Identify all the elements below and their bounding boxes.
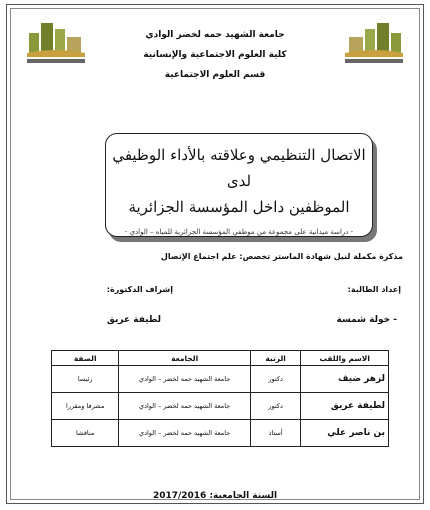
member-role: مناقشا [52, 420, 119, 447]
header-rank: الرتبة [250, 351, 301, 366]
member-name: بن ناصر علي [301, 420, 389, 447]
member-role: رئيسا [52, 366, 119, 393]
committee-header-row [52, 351, 389, 366]
department-name: قسم العلوم الاجتماعية [164, 70, 266, 80]
academic-year: السنة الجامعية: 2017/2016 [152, 491, 278, 501]
member-university: جامعة الشهيد حمه لخضر – الوادي [119, 366, 250, 393]
supervisor-label: إشراف الدكتورة: [106, 285, 173, 294]
member-university: جامعة الشهيد حمه لخضر – الوادي [119, 420, 250, 447]
university-name: جامعة الشهيد حمه لخضر الوادي [145, 30, 285, 40]
thesis-note: مذكرة مكملة لنيل شهادة الماستر تخصص: علم اجتماع الإتصال [160, 252, 403, 261]
member-name: لزهر ضيف [301, 366, 389, 393]
member-role: مشرفا ومقررا [52, 393, 119, 420]
student-label: إعداد الطالبة: [347, 285, 401, 294]
supervisor-name: لطيفة عريق [106, 315, 161, 325]
table-row [52, 366, 389, 393]
header-university: الجامعة [119, 351, 250, 366]
document-page [6, 4, 424, 504]
table-row [52, 393, 389, 420]
member-university: جامعة الشهيد حمه لخضر – الوادي [119, 393, 250, 420]
title-subtitle: - دراسة ميدانية على مجموعة من موظفي المؤسسة الجزائرية للمياه – الوادي - [124, 228, 354, 236]
member-rank: أستاذ [250, 420, 301, 447]
header-role: الصفة [52, 351, 119, 366]
table-row [52, 420, 389, 447]
university-logo-right [343, 15, 405, 65]
committee-table [51, 350, 389, 447]
title-line-1: الاتصال التنظيمي وعلاقته بالأداء الوظيفي لدى [112, 146, 366, 190]
student-name: - خولة شمسة [336, 315, 397, 325]
university-logo-left [25, 15, 87, 65]
member-rank: دكتور [250, 366, 301, 393]
member-rank: دكتور [250, 393, 301, 420]
title-line-2: الموظفين داخل المؤسسة الجزائرية [128, 198, 350, 216]
faculty-name: كلية العلوم الاجتماعية والإنسانية [143, 50, 287, 60]
thesis-title-box [105, 133, 373, 237]
header-name: الاسم واللقب [301, 351, 389, 366]
member-name: لطيفة عريق [301, 393, 389, 420]
institution-header [107, 25, 323, 85]
